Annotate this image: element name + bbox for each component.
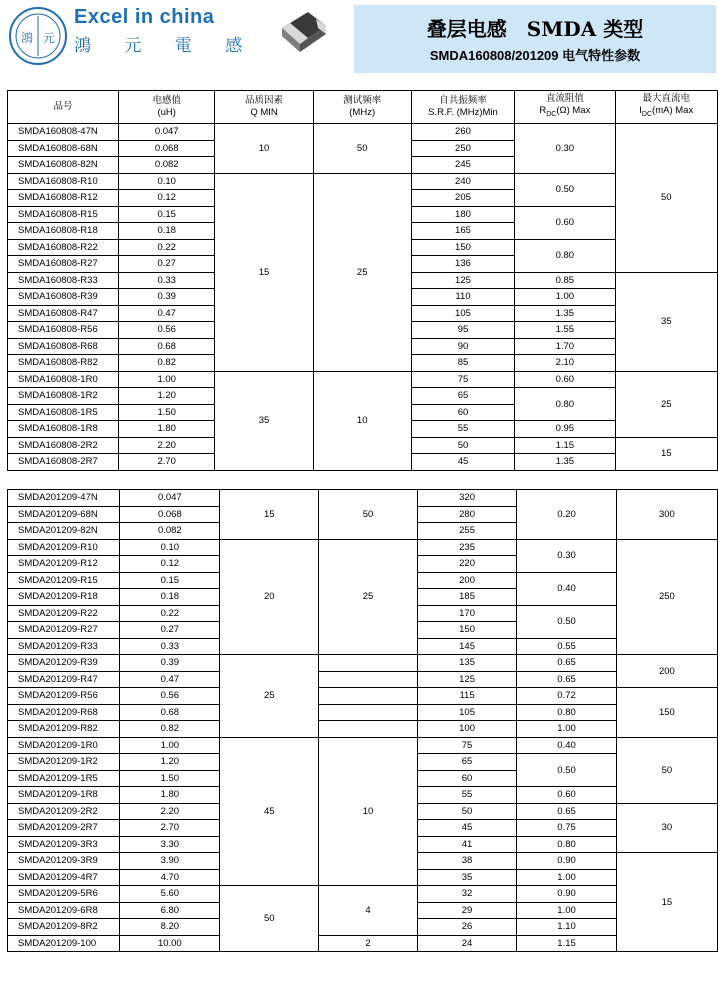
part-number-cell: SMDA201209-5R6 [8, 886, 120, 903]
srf-cell: 32 [417, 886, 516, 903]
title-box [354, 5, 716, 73]
part-number-cell: SMDA201209-1R8 [8, 787, 120, 804]
table-row [8, 704, 718, 721]
part-number-cell: SMDA201209-3R9 [8, 853, 120, 870]
srf-cell: 255 [417, 523, 516, 540]
column-header [615, 91, 718, 124]
rdc-max-cell: 1.15 [517, 935, 617, 952]
idc-max-cell: 200 [616, 655, 717, 688]
inductance-cell: 0.12 [120, 556, 220, 573]
srf-cell: 220 [417, 556, 516, 573]
srf-cell: 165 [411, 223, 514, 240]
inductance-cell: 0.33 [118, 272, 215, 289]
inductance-cell: 0.068 [118, 140, 215, 157]
rdc-max-cell: 1.10 [517, 919, 617, 936]
part-number-cell: SMDA160808-R15 [8, 206, 119, 223]
inductance-cell: 0.68 [118, 338, 215, 355]
column-header-unit: (MHz) [349, 107, 376, 118]
rdc-max-cell: 1.35 [515, 305, 615, 322]
inductance-cell: 1.20 [118, 388, 215, 405]
inductance-cell: 0.82 [118, 355, 215, 372]
part-number-cell: SMDA201209-47N [8, 490, 120, 507]
part-number-cell: SMDA160808-R27 [8, 256, 119, 273]
part-number-cell: SMDA160808-R33 [8, 272, 119, 289]
part-number-cell: SMDA201209-2R2 [8, 803, 120, 820]
inductance-cell: 1.50 [120, 770, 220, 787]
srf-cell: 35 [417, 869, 516, 886]
test-frequency-cell [319, 721, 418, 738]
test-frequency-cell: 50 [319, 490, 418, 540]
table-row [8, 688, 718, 705]
page-subtitle: SMDA160808/201209 电气特性参数 [429, 48, 641, 63]
part-number-cell: SMDA160808-2R2 [8, 437, 119, 454]
inductance-cell: 1.80 [120, 787, 220, 804]
rdc-max-cell: 0.40 [517, 572, 617, 605]
q-min-cell: 10 [215, 124, 313, 174]
part-number-cell: SMDA201209-R27 [8, 622, 120, 639]
srf-cell: 24 [417, 935, 516, 952]
part-number-cell: SMDA201209-R82 [8, 721, 120, 738]
srf-cell: 250 [411, 140, 514, 157]
idc-max-cell: 15 [615, 437, 718, 470]
inductance-cell: 0.10 [120, 539, 220, 556]
q-min-cell: 35 [215, 371, 313, 470]
inductance-cell: 5.60 [120, 886, 220, 903]
part-number-cell: SMDA160808-R56 [8, 322, 119, 339]
brand-block [74, 6, 256, 56]
inductance-cell: 0.10 [118, 173, 215, 190]
srf-cell: 320 [417, 490, 516, 507]
inductor-chip-icon [278, 6, 330, 54]
srf-cell: 150 [417, 622, 516, 639]
column-header [313, 91, 411, 124]
part-number-cell: SMDA201209-1R5 [8, 770, 120, 787]
company-logo-icon [8, 6, 68, 66]
rdc-max-cell: 1.15 [515, 437, 615, 454]
inductance-cell: 0.47 [120, 671, 220, 688]
table-row [8, 539, 718, 556]
srf-cell: 100 [417, 721, 516, 738]
column-header-label: 电感值 [152, 95, 181, 106]
unit-rest: (Ω) Max [556, 105, 591, 117]
srf-cell: 29 [417, 902, 516, 919]
idc-max-cell: 300 [616, 490, 717, 540]
table-row [8, 671, 718, 688]
spec-table-201209 [7, 489, 718, 952]
logo-char-2: 元 [42, 31, 56, 45]
rdc-max-cell: 0.50 [517, 754, 617, 787]
srf-cell: 65 [417, 754, 516, 771]
rdc-max-cell: 0.20 [517, 490, 617, 540]
inductance-cell: 0.47 [118, 305, 215, 322]
part-number-cell: SMDA201209-8R2 [8, 919, 120, 936]
test-frequency-cell [319, 671, 418, 688]
part-number-cell: SMDA201209-R47 [8, 671, 120, 688]
inductance-cell: 2.70 [120, 820, 220, 837]
q-min-cell: 15 [215, 173, 313, 371]
inductance-cell: 0.047 [118, 124, 215, 141]
column-header-unit [515, 105, 614, 121]
part-number-cell: SMDA160808-1R8 [8, 421, 119, 438]
inductance-cell: 0.15 [118, 206, 215, 223]
inductance-cell: 6.80 [120, 902, 220, 919]
inductance-cell: 1.50 [118, 404, 215, 421]
srf-cell: 115 [417, 688, 516, 705]
part-number-cell: SMDA201209-4R7 [8, 869, 120, 886]
inductance-cell: 0.68 [120, 704, 220, 721]
srf-cell: 125 [417, 671, 516, 688]
inductance-cell: 0.39 [118, 289, 215, 306]
rdc-max-cell: 0.30 [517, 539, 617, 572]
idc-max-cell: 150 [616, 688, 717, 738]
part-number-cell: SMDA160808-82N [8, 157, 119, 174]
idc-max-cell: 50 [615, 124, 718, 273]
logo-char-1: 鴻 [20, 31, 34, 45]
rdc-max-cell: 0.80 [515, 239, 615, 272]
srf-cell: 45 [417, 820, 516, 837]
column-header [118, 91, 215, 124]
srf-cell: 26 [417, 919, 516, 936]
srf-cell: 55 [417, 787, 516, 804]
rdc-max-cell: 0.60 [515, 206, 615, 239]
rdc-max-cell: 0.60 [517, 787, 617, 804]
part-number-cell: SMDA201209-82N [8, 523, 120, 540]
part-number-cell: SMDA201209-R39 [8, 655, 120, 672]
inductance-cell: 0.22 [120, 605, 220, 622]
column-header-unit: (uH) [157, 107, 176, 118]
unit-subscript: DC [546, 110, 557, 118]
page-header [0, 0, 718, 80]
test-frequency-cell: 50 [313, 124, 411, 174]
test-frequency-cell: 10 [319, 737, 418, 886]
rdc-max-cell: 0.72 [517, 688, 617, 705]
part-number-cell: SMDA160808-R68 [8, 338, 119, 355]
srf-cell: 105 [411, 305, 514, 322]
column-header-label: 测试频率 [343, 95, 382, 106]
part-number-cell: SMDA160808-R47 [8, 305, 119, 322]
srf-cell: 105 [417, 704, 516, 721]
column-header [515, 91, 615, 124]
table-row [8, 371, 718, 388]
idc-max-cell: 30 [616, 803, 717, 853]
srf-cell: 90 [411, 338, 514, 355]
srf-cell: 110 [411, 289, 514, 306]
q-min-cell: 45 [220, 737, 319, 886]
part-number-cell: SMDA160808-47N [8, 124, 119, 141]
rdc-max-cell: 0.50 [517, 605, 617, 638]
table-row [8, 490, 718, 507]
part-number-cell: SMDA160808-68N [8, 140, 119, 157]
part-number-cell: SMDA201209-R18 [8, 589, 120, 606]
q-min-cell: 20 [220, 539, 319, 655]
rdc-max-cell: 0.80 [515, 388, 615, 421]
table-row [8, 886, 718, 903]
part-number-cell: SMDA201209-R12 [8, 556, 120, 573]
unit-symbol: R [539, 105, 547, 117]
rdc-max-cell: 0.55 [517, 638, 617, 655]
inductance-cell: 2.70 [118, 454, 215, 471]
part-number-cell: SMDA160808-1R2 [8, 388, 119, 405]
rdc-max-cell: 0.75 [517, 820, 617, 837]
srf-cell: 185 [417, 589, 516, 606]
inductance-cell: 0.18 [118, 223, 215, 240]
inductance-cell: 0.082 [120, 523, 220, 540]
idc-max-cell: 250 [616, 539, 717, 655]
rdc-max-cell: 0.90 [517, 853, 617, 870]
srf-cell: 60 [417, 770, 516, 787]
inductance-cell: 8.20 [120, 919, 220, 936]
rdc-max-cell: 1.70 [515, 338, 615, 355]
inductance-cell: 2.20 [118, 437, 215, 454]
table-row [8, 737, 718, 754]
rdc-max-cell: 0.60 [515, 371, 615, 388]
unit-subscript: DC [641, 110, 653, 118]
srf-cell: 136 [411, 256, 514, 273]
srf-cell: 60 [411, 404, 514, 421]
srf-cell: 50 [417, 803, 516, 820]
rdc-max-cell: 0.80 [517, 836, 617, 853]
rdc-max-cell: 0.30 [515, 124, 615, 174]
inductance-cell: 1.80 [118, 421, 215, 438]
srf-cell: 38 [417, 853, 516, 870]
srf-cell: 240 [411, 173, 514, 190]
part-number-cell: SMDA160808-R39 [8, 289, 119, 306]
part-number-cell: SMDA201209-R22 [8, 605, 120, 622]
column-header [411, 91, 514, 124]
srf-cell: 125 [411, 272, 514, 289]
rdc-max-cell: 1.35 [515, 454, 615, 471]
srf-cell: 200 [417, 572, 516, 589]
inductance-cell: 0.82 [120, 721, 220, 738]
srf-cell: 180 [411, 206, 514, 223]
rdc-max-cell: 0.85 [515, 272, 615, 289]
rdc-max-cell: 0.80 [517, 704, 617, 721]
inductance-cell: 0.33 [120, 638, 220, 655]
table-row [8, 655, 718, 672]
rdc-max-cell: 1.00 [517, 869, 617, 886]
part-number-cell: SMDA201209-6R8 [8, 902, 120, 919]
srf-cell: 85 [411, 355, 514, 372]
inductance-cell: 0.39 [120, 655, 220, 672]
part-number-cell: SMDA201209-R15 [8, 572, 120, 589]
test-frequency-cell: 25 [319, 539, 418, 655]
rdc-max-cell: 0.90 [517, 886, 617, 903]
brand-name-cn: 鴻 元 電 感 [74, 36, 257, 56]
inductance-cell: 0.18 [120, 589, 220, 606]
part-number-cell: SMDA160808-R12 [8, 190, 119, 207]
inductance-cell: 0.27 [120, 622, 220, 639]
srf-cell: 150 [411, 239, 514, 256]
part-number-cell: SMDA160808-R22 [8, 239, 119, 256]
inductance-cell: 3.90 [120, 853, 220, 870]
rdc-max-cell: 2.10 [515, 355, 615, 372]
table-row [8, 721, 718, 738]
inductance-cell: 10.00 [120, 935, 220, 952]
srf-cell: 280 [417, 506, 516, 523]
part-number-cell: SMDA201209-R10 [8, 539, 120, 556]
srf-cell: 205 [411, 190, 514, 207]
inductance-cell: 0.27 [118, 256, 215, 273]
part-number-cell: SMDA160808-1R5 [8, 404, 119, 421]
inductance-cell: 0.082 [118, 157, 215, 174]
test-frequency-cell: 10 [313, 371, 411, 470]
table-row [8, 124, 718, 141]
inductance-cell: 0.56 [120, 688, 220, 705]
unit-symbol: I [639, 105, 642, 117]
rdc-max-cell: 1.55 [515, 322, 615, 339]
rdc-max-cell: 0.50 [515, 173, 615, 206]
page-title: 叠层电感 SMDA 类型 [426, 17, 644, 41]
rdc-max-cell: 0.65 [517, 655, 617, 672]
part-number-cell: SMDA160808-R10 [8, 173, 119, 190]
idc-max-cell: 50 [616, 737, 717, 803]
inductance-cell: 0.12 [118, 190, 215, 207]
q-min-cell: 25 [220, 655, 319, 738]
srf-cell: 55 [411, 421, 514, 438]
q-min-cell: 50 [220, 886, 319, 952]
part-number-cell: SMDA201209-R56 [8, 688, 120, 705]
srf-cell: 45 [411, 454, 514, 471]
column-header-label: 直流阻值 [545, 93, 584, 105]
srf-cell: 145 [417, 638, 516, 655]
rdc-max-cell: 0.95 [515, 421, 615, 438]
column-header-unit: Q MIN [250, 107, 278, 118]
part-number-cell: SMDA201209-1R0 [8, 737, 120, 754]
idc-max-cell: 35 [615, 272, 718, 371]
column-header [8, 91, 119, 124]
test-frequency-cell [319, 655, 418, 672]
column-header-label: 品质因素 [245, 95, 284, 106]
column-header-label: 自共振频率 [439, 95, 487, 106]
part-number-cell: SMDA201209-1R2 [8, 754, 120, 771]
column-header-label: 品号 [53, 101, 73, 112]
inductance-cell: 1.00 [120, 737, 220, 754]
test-frequency-cell: 4 [319, 886, 418, 936]
test-frequency-cell: 25 [313, 173, 411, 371]
table-row [8, 935, 718, 952]
srf-cell: 135 [417, 655, 516, 672]
spec-table-160808 [7, 90, 718, 471]
inductance-cell: 2.20 [120, 803, 220, 820]
part-number-cell: SMDA201209-R33 [8, 638, 120, 655]
idc-max-cell: 15 [616, 853, 717, 952]
rdc-max-cell: 0.65 [517, 671, 617, 688]
rdc-max-cell: 1.00 [517, 721, 617, 738]
inductance-cell: 0.047 [120, 490, 220, 507]
rdc-max-cell: 1.00 [517, 902, 617, 919]
part-number-cell: SMDA201209-R68 [8, 704, 120, 721]
inductance-cell: 3.30 [120, 836, 220, 853]
test-frequency-cell [319, 704, 418, 721]
inductance-cell: 1.00 [118, 371, 215, 388]
inductance-cell: 0.22 [118, 239, 215, 256]
part-number-cell: SMDA201209-2R7 [8, 820, 120, 837]
srf-cell: 260 [411, 124, 514, 141]
part-number-cell: SMDA160808-2R7 [8, 454, 119, 471]
column-header-unit [616, 105, 718, 121]
inductance-cell: 0.15 [120, 572, 220, 589]
rdc-max-cell: 1.00 [515, 289, 615, 306]
part-number-cell: SMDA160808-R82 [8, 355, 119, 372]
inductance-cell: 0.56 [118, 322, 215, 339]
idc-max-cell: 25 [615, 371, 718, 437]
part-number-cell: SMDA201209-3R3 [8, 836, 120, 853]
column-header-unit: S.R.F. (MHz)Min [428, 107, 498, 118]
column-header [215, 91, 313, 124]
table-row [8, 173, 718, 190]
srf-cell: 245 [411, 157, 514, 174]
unit-rest: (mA) Max [652, 105, 694, 117]
srf-cell: 95 [411, 322, 514, 339]
rdc-max-cell: 0.40 [517, 737, 617, 754]
part-number-cell: SMDA160808-R18 [8, 223, 119, 240]
rdc-max-cell: 0.65 [517, 803, 617, 820]
srf-cell: 235 [417, 539, 516, 556]
srf-cell: 50 [411, 437, 514, 454]
srf-cell: 65 [411, 388, 514, 405]
part-number-cell: SMDA201209-68N [8, 506, 120, 523]
test-frequency-cell [319, 688, 418, 705]
test-frequency-cell: 2 [319, 935, 418, 952]
part-number-cell: SMDA160808-1R0 [8, 371, 119, 388]
inductance-cell: 1.20 [120, 754, 220, 771]
column-header-label: 最大直流电 [642, 93, 690, 105]
inductance-cell: 0.068 [120, 506, 220, 523]
q-min-cell: 15 [220, 490, 319, 540]
srf-cell: 75 [411, 371, 514, 388]
srf-cell: 170 [417, 605, 516, 622]
srf-cell: 41 [417, 836, 516, 853]
brand-name-en: Excel in china [74, 6, 215, 28]
part-number-cell: SMDA201209-100 [8, 935, 120, 952]
srf-cell: 75 [417, 737, 516, 754]
table-header-row [8, 91, 718, 124]
inductance-cell: 4.70 [120, 869, 220, 886]
